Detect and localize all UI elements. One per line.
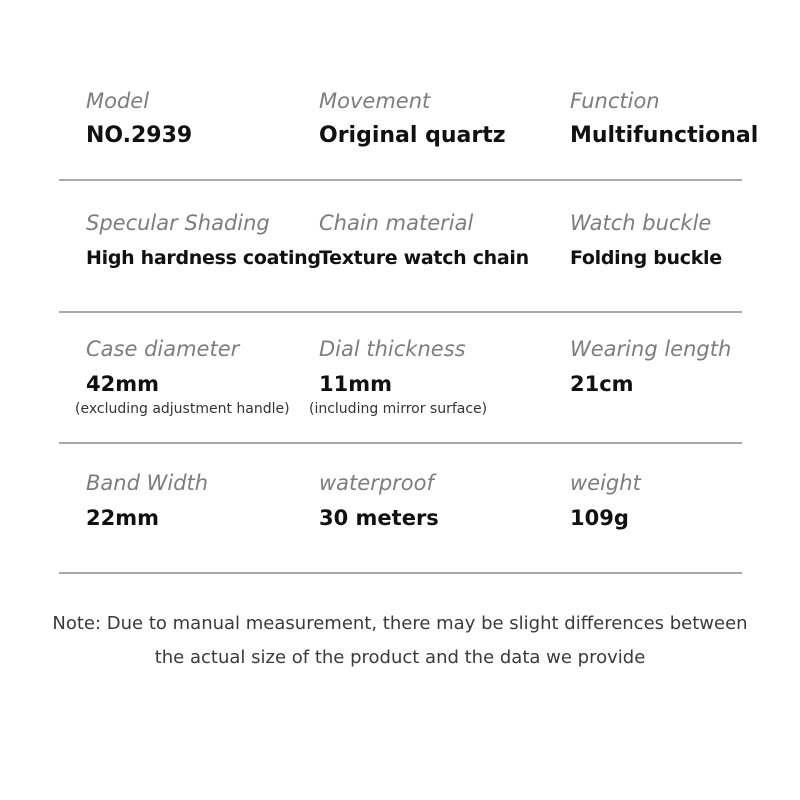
spec-case-diameter <box>86 336 239 398</box>
spec-value: 42mm <box>86 372 159 396</box>
divider <box>59 442 742 444</box>
spec-label: Chain material <box>319 211 474 235</box>
spec-value: Texture watch chain <box>319 247 529 269</box>
spec-value: 21cm <box>570 372 634 396</box>
measurement-note <box>40 607 760 675</box>
spec-watch-buckle <box>570 210 722 272</box>
spec-label: waterproof <box>319 471 434 495</box>
spec-value: Folding buckle <box>570 247 722 269</box>
note-line-2: the actual size of the product and the data we provide <box>154 647 646 668</box>
spec-label: Movement <box>319 89 431 113</box>
divider <box>59 179 742 181</box>
spec-label: Specular Shading <box>86 211 270 235</box>
spec-value: 22mm <box>86 506 159 530</box>
spec-value: High hardness coating <box>86 247 321 269</box>
spec-label: Dial thickness <box>319 337 466 361</box>
spec-value: 30 meters <box>319 506 439 530</box>
note-line-1: Note: Due to manual measurement, there may be slight differences between <box>52 613 748 634</box>
spec-label: Wearing length <box>570 337 732 361</box>
spec-label: Case diameter <box>86 337 240 361</box>
spec-value: Original quartz <box>319 123 506 148</box>
divider <box>59 311 742 313</box>
spec-band-width <box>86 470 208 532</box>
spec-note-dial-thickness: (including mirror surface) <box>309 401 488 417</box>
spec-chain-material <box>319 210 529 272</box>
spec-label: Band Width <box>86 471 209 495</box>
spec-label: weight <box>570 471 641 495</box>
spec-wearing-length <box>570 336 731 398</box>
spec-waterproof <box>319 470 439 532</box>
spec-label: Model <box>86 89 150 113</box>
spec-specular-shading <box>86 210 321 272</box>
spec-value: Multifunctional <box>570 123 759 148</box>
spec-value: NO.2939 <box>86 123 193 148</box>
spec-label: Function <box>570 89 660 113</box>
spec-dial-thickness <box>319 336 466 398</box>
spec-movement <box>319 88 506 150</box>
spec-label: Watch buckle <box>570 211 712 235</box>
spec-note-case-diameter: (excluding adjustment handle) <box>75 401 290 417</box>
spec-value: 11mm <box>319 372 392 396</box>
divider <box>59 572 742 574</box>
spec-weight <box>570 470 641 532</box>
spec-function <box>570 88 758 150</box>
spec-value: 109g <box>570 506 629 530</box>
spec-model <box>86 88 192 150</box>
